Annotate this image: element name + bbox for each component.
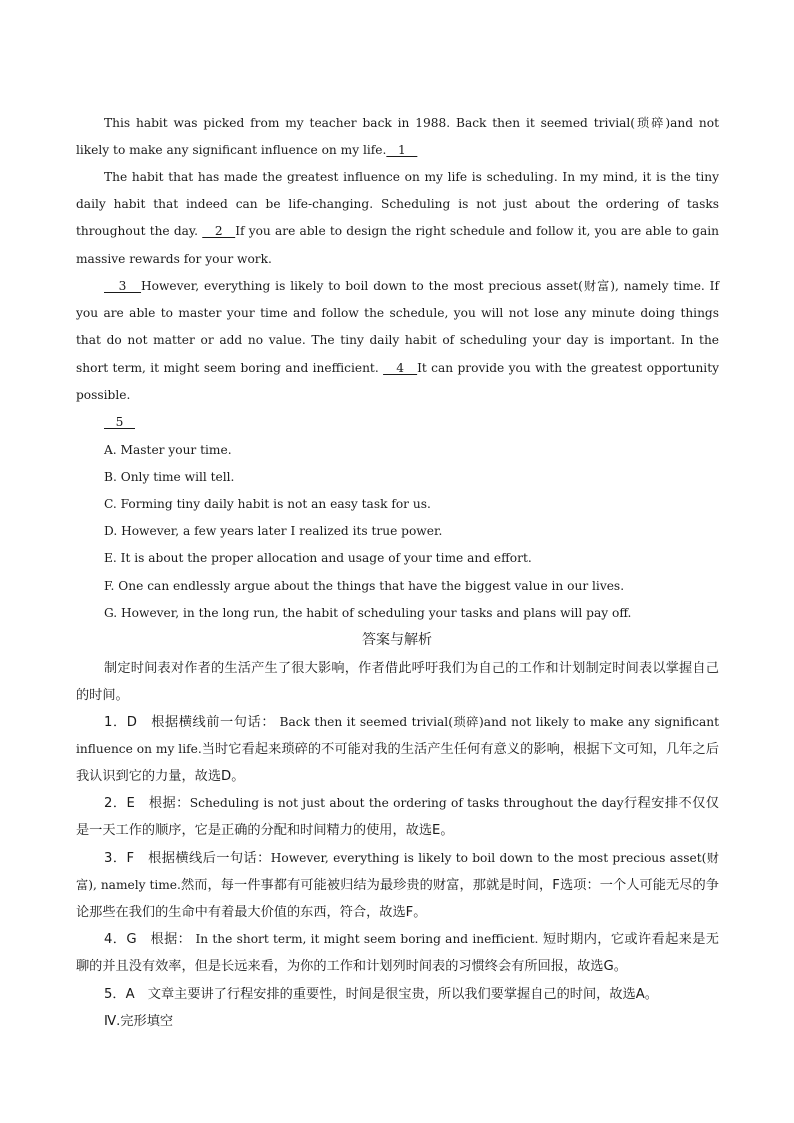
- passage-paragraph-4: [76, 409, 719, 436]
- passage-text: This habit was picked from my teacher back in 1988. Back then it seemed trivial(琐碎)and not likely to make any significant influence on my life.: [76, 116, 719, 158]
- passage-text: However, everything is likely to boil down to the most precious asset(财富), namely time. If you are able to master your time and follow the schedule, you will not lose any minute doing things that do not matter or add no value. The tiny daily habit of scheduling your day is important. In the short term, it might seem boring and inefficient.: [76, 279, 719, 375]
- blank-3: 3: [104, 279, 142, 293]
- blank-1: 1: [386, 143, 418, 158]
- option-e: E. It is about the proper allocation and usage of your time and effort.: [104, 551, 532, 565]
- answer-explanation: 行程安排不仅仅是一天工作的顺序，它是正确的分配和时间精力的使用，故选E。: [76, 796, 719, 839]
- answer-explanation: 短时期内，它或许看起来是无聊的并且没有效率，但是长远来看，为你的工作和计划列时间表的习惯终会有所回报，故选G。: [76, 932, 719, 975]
- option-d: D. However, a few years later I realized its true power.: [104, 524, 443, 538]
- answer-label: 3．F 根据横线后一句话：: [104, 851, 271, 866]
- answer-explanation: 然而，每一件事都有可能被归结为最珍贵的财富，那就是时间，F选项：一个人可能无尽的争论那些在我们的生命中有着最大价值的东西，符合，故选F。: [76, 878, 720, 921]
- answer-quote: Scheduling is not just about the ordering of tasks throughout the day: [189, 796, 624, 810]
- answer-label: 2．E 根据：: [104, 796, 190, 811]
- answer-quote: Back then it seemed trivial(琐碎)and not likely to make any significant influence on my life.: [76, 715, 720, 757]
- option-c: C. Forming tiny daily habit is not an easy task for us.: [104, 497, 431, 511]
- option-g: G. However, in the long run, the habit of scheduling your tasks and plans will pay off.: [104, 606, 632, 620]
- passage-paragraph-3: [76, 273, 719, 409]
- option-f: F. One can endlessly argue about the things that have the biggest value in our lives.: [104, 579, 625, 593]
- answer-quote: However, everything is likely to boil down to the most precious asset(财富), namely time.: [76, 851, 719, 893]
- option-b: B. Only time will tell.: [104, 470, 235, 484]
- answer-quote: In the short term, it might seem boring and inefficient.: [191, 932, 539, 946]
- answer-1: [76, 709, 719, 791]
- answer-5: 5．A 文章主要讲了行程安排的重要性，时间是很宝贵，所以我们要掌握自己的时间，故选A。: [104, 987, 658, 1002]
- answer-explanation: 当时它看起来琐碎的不可能对我的生活产生任何有意义的影响，根据下文可知，几年之后我认识到它的力量，故选D。: [76, 742, 719, 785]
- answer-2: [76, 790, 719, 844]
- answer-heading: 答案与解析: [362, 632, 432, 648]
- answer-label: 4．G 根据：: [104, 932, 192, 947]
- answer-3: [76, 845, 719, 927]
- passage-paragraph-2: [76, 164, 719, 273]
- next-section-title: Ⅳ.完形填空: [104, 1014, 174, 1029]
- passage-text: It can provide you with the greatest opportunity possible.: [76, 360, 719, 402]
- option-a: A. Master your time.: [104, 443, 232, 457]
- answer-label: 1．D 根据横线前一句话：: [104, 715, 276, 730]
- blank-4: 4: [383, 360, 418, 375]
- answer-summary: 制定时间表对作者的生活产生了很大影响，作者借此呼吁我们为自己的工作和计划制定时间表以掌握自己的时间。: [76, 661, 719, 704]
- answer-4: [76, 926, 719, 980]
- passage-text: If you are able to design the right schedule and follow it, you are able to gain massive rewards for your work.: [76, 224, 719, 266]
- blank-5: 5: [104, 415, 135, 429]
- passage-text: The habit that has made the greatest influence on my life is scheduling. In my mind, it is the tiny daily habit that indeed can be life-changing. Scheduling is not just about the ordering of tasks throughout the day.: [76, 170, 719, 239]
- passage-paragraph-1: [76, 110, 719, 164]
- blank-2: 2: [202, 224, 236, 239]
